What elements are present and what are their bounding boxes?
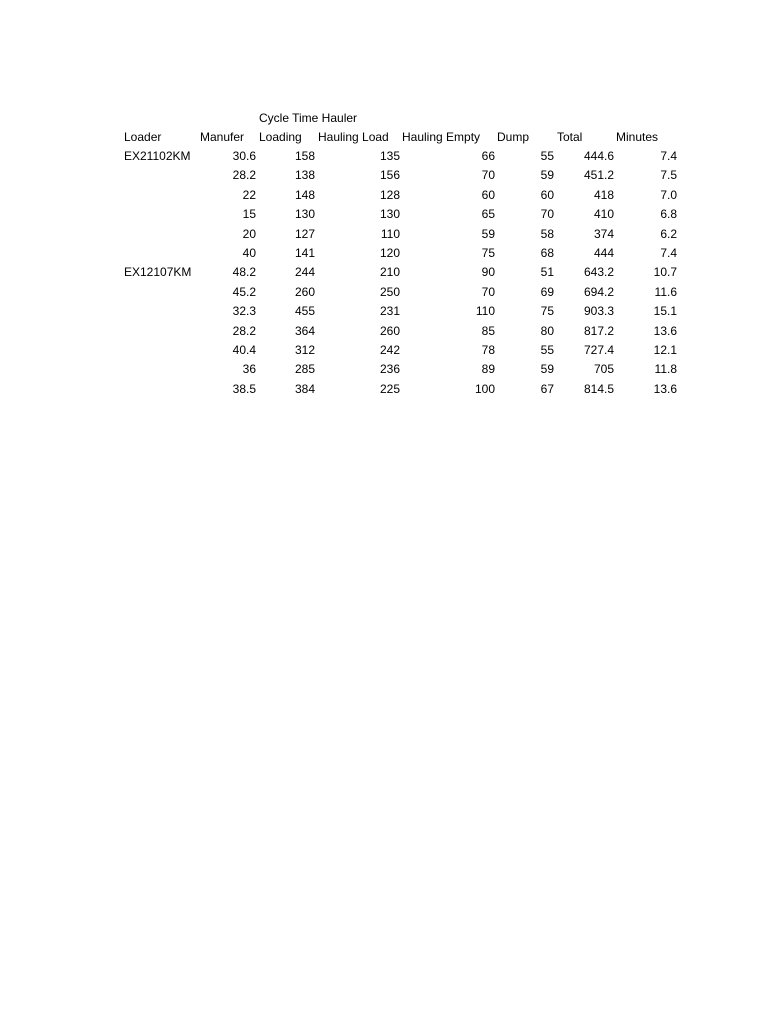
cell-manufer: 15 bbox=[242, 207, 256, 221]
cell-dump: 60 bbox=[540, 188, 554, 202]
cell-minutes: 11.8 bbox=[654, 362, 677, 376]
cell-minutes: 7.4 bbox=[660, 246, 677, 260]
cell-manufer: 28.2 bbox=[232, 324, 256, 338]
cell-total: 705 bbox=[593, 362, 614, 376]
header-loading: Loading bbox=[259, 130, 302, 144]
cell-hauling-load: 236 bbox=[379, 362, 400, 376]
cell-total: 694.2 bbox=[583, 285, 614, 299]
cell-total: 727.4 bbox=[583, 343, 614, 357]
header-dump: Dump bbox=[497, 130, 530, 144]
cell-hauling-load: 231 bbox=[379, 304, 400, 318]
cell-hauling-empty: 66 bbox=[481, 149, 495, 163]
cell-dump: 69 bbox=[540, 285, 554, 299]
cell-manufer: 30.6 bbox=[232, 149, 256, 163]
cell-manufer: 32.3 bbox=[232, 304, 256, 318]
cell-dump: 75 bbox=[540, 304, 554, 318]
cell-hauling-empty: 75 bbox=[481, 246, 495, 260]
header-total: Total bbox=[557, 130, 583, 144]
cell-manufer: 48.2 bbox=[232, 265, 256, 279]
cell-total: 374 bbox=[593, 227, 614, 241]
cell-minutes: 7.5 bbox=[660, 168, 677, 182]
cell-total: 903.3 bbox=[583, 304, 614, 318]
cell-manufer: 20 bbox=[242, 227, 256, 241]
cell-hauling-load: 242 bbox=[379, 343, 400, 357]
cell-hauling-load: 110 bbox=[380, 227, 400, 241]
cell-minutes: 7.4 bbox=[660, 149, 677, 163]
cell-manufer: 28.2 bbox=[232, 168, 256, 182]
cell-loading: 141 bbox=[294, 246, 315, 260]
cell-dump: 80 bbox=[540, 324, 554, 338]
cell-hauling-load: 260 bbox=[379, 324, 400, 338]
cell-manufer: 36 bbox=[242, 362, 256, 376]
cell-manufer: 45.2 bbox=[232, 285, 256, 299]
cell-hauling-load: 156 bbox=[379, 168, 400, 182]
cell-hauling-empty: 110 bbox=[475, 304, 495, 318]
header-hauling-empty: Hauling Empty bbox=[402, 130, 481, 144]
cell-hauling-load: 250 bbox=[379, 285, 400, 299]
cell-dump: 59 bbox=[540, 362, 554, 376]
cell-total: 817.2 bbox=[583, 324, 614, 338]
cell-dump: 58 bbox=[540, 227, 554, 241]
cell-loading: 158 bbox=[294, 149, 315, 163]
cell-hauling-load: 128 bbox=[379, 188, 400, 202]
cell-loading: 364 bbox=[294, 324, 315, 338]
cell-hauling-empty: 89 bbox=[481, 362, 495, 376]
table-title: Cycle Time Hauler bbox=[259, 111, 358, 125]
header-manufer: Manufer bbox=[200, 130, 245, 144]
cell-minutes: 11.6 bbox=[654, 285, 677, 299]
cell-loading: 244 bbox=[294, 265, 315, 279]
cell-total: 444 bbox=[593, 246, 614, 260]
cell-loading: 148 bbox=[294, 188, 315, 202]
header-hauling-load: Hauling Load bbox=[318, 130, 389, 144]
cell-hauling-load: 225 bbox=[379, 382, 400, 396]
cell-hauling-empty: 59 bbox=[481, 227, 495, 241]
cell-minutes: 6.8 bbox=[660, 207, 677, 221]
header-minutes: Minutes bbox=[616, 130, 659, 144]
cell-total: 643.2 bbox=[583, 265, 614, 279]
cell-hauling-load: 135 bbox=[379, 149, 400, 163]
cell-dump: 51 bbox=[540, 265, 554, 279]
cell-hauling-empty: 70 bbox=[481, 285, 495, 299]
cell-manufer: 22 bbox=[242, 188, 256, 202]
cell-minutes: 10.7 bbox=[653, 265, 677, 279]
cell-minutes: 15.1 bbox=[653, 304, 677, 318]
cell-hauling-empty: 100 bbox=[474, 382, 495, 396]
cell-hauling-empty: 60 bbox=[481, 188, 495, 202]
cell-manufer: 40.4 bbox=[232, 343, 256, 357]
cell-minutes: 13.6 bbox=[653, 382, 677, 396]
cell-manufer: 38.5 bbox=[232, 382, 256, 396]
cell-loader: EX21102KM bbox=[124, 149, 191, 163]
cell-hauling-load: 210 bbox=[379, 265, 400, 279]
cell-loader: EX12107KM bbox=[124, 265, 192, 279]
cell-dump: 70 bbox=[540, 207, 554, 221]
cell-dump: 55 bbox=[540, 149, 554, 163]
cell-loading: 260 bbox=[294, 285, 315, 299]
cell-hauling-empty: 70 bbox=[481, 168, 495, 182]
cell-loading: 138 bbox=[294, 168, 315, 182]
cell-dump: 55 bbox=[540, 343, 554, 357]
cell-total: 410 bbox=[593, 207, 614, 221]
cell-minutes: 7.0 bbox=[660, 188, 677, 202]
cell-minutes: 13.6 bbox=[653, 324, 677, 338]
cell-total: 451.2 bbox=[583, 168, 614, 182]
cell-hauling-empty: 85 bbox=[481, 324, 495, 338]
cell-loading: 130 bbox=[294, 207, 315, 221]
cell-loading: 455 bbox=[294, 304, 315, 318]
cell-total: 814.5 bbox=[583, 382, 614, 396]
cell-hauling-empty: 78 bbox=[481, 343, 495, 357]
cell-total: 418 bbox=[593, 188, 614, 202]
cell-hauling-load: 130 bbox=[379, 207, 400, 221]
header-loader: Loader bbox=[124, 130, 162, 144]
cell-dump: 59 bbox=[540, 168, 554, 182]
cell-total: 444.6 bbox=[583, 149, 614, 163]
cell-loading: 312 bbox=[294, 343, 315, 357]
cell-minutes: 12.1 bbox=[653, 343, 677, 357]
cell-hauling-load: 120 bbox=[379, 246, 400, 260]
cell-dump: 68 bbox=[540, 246, 554, 260]
cell-loading: 384 bbox=[294, 382, 315, 396]
cell-hauling-empty: 90 bbox=[481, 265, 495, 279]
cell-dump: 67 bbox=[540, 382, 554, 396]
cell-minutes: 6.2 bbox=[660, 227, 677, 241]
cell-hauling-empty: 65 bbox=[481, 207, 495, 221]
cell-loading: 285 bbox=[294, 362, 315, 376]
cell-manufer: 40 bbox=[242, 246, 256, 260]
cell-loading: 127 bbox=[294, 227, 315, 241]
